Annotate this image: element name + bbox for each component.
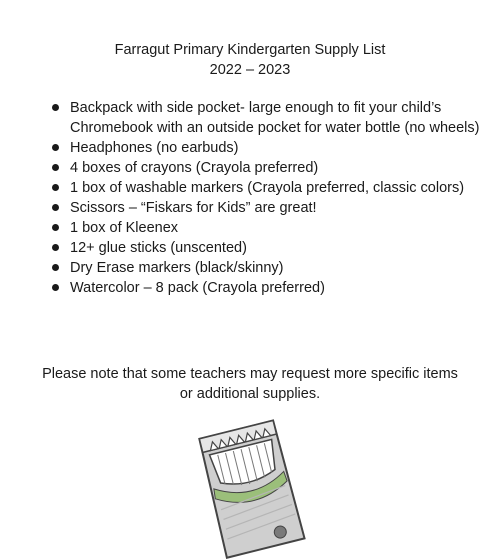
list-item-text: 1 box of washable markers (Crayola preferred, classic colors) <box>70 180 465 196</box>
list-item-text: 1 box of Kleenex <box>70 220 179 236</box>
list-item <box>52 258 482 278</box>
bullet-icon <box>52 164 59 171</box>
bullet-icon <box>52 224 59 231</box>
document-title: Farragut Primary Kindergarten Supply List <box>114 42 386 58</box>
list-item-text: 12+ glue sticks (unscented) <box>70 240 247 256</box>
list-item <box>52 138 482 158</box>
list-item-text: Headphones (no earbuds) <box>70 140 239 156</box>
list-item <box>52 178 482 198</box>
list-item <box>52 218 482 238</box>
document-year: 2022 – 2023 <box>209 62 291 78</box>
list-item <box>52 238 482 258</box>
crayon-box-icon <box>190 410 310 560</box>
bullet-icon <box>52 264 59 271</box>
list-item-text: Scissors – “Fiskars for Kids” are great! <box>70 200 317 216</box>
list-item-text: Backpack with side pocket- large enough to fit your child’s Chromebook with an outside pocket for water bottle (no wheels) <box>70 100 480 136</box>
list-item <box>52 158 482 178</box>
list-item-text: Watercolor – 8 pack (Crayola preferred) <box>70 280 325 296</box>
supply-list <box>52 98 482 298</box>
list-item-text: Dry Erase markers (black/skinny) <box>70 260 284 276</box>
footer-note: Please note that some teachers may request more specific items or additional supplies. <box>42 366 458 402</box>
bullet-icon <box>52 104 59 111</box>
list-item <box>52 98 482 138</box>
bullet-icon <box>52 144 59 151</box>
list-item <box>52 198 482 218</box>
bullet-icon <box>52 184 59 191</box>
bullet-icon <box>52 284 59 291</box>
bullet-icon <box>52 244 59 251</box>
list-item <box>52 278 482 298</box>
list-item-text: 4 boxes of crayons (Crayola preferred) <box>70 160 319 176</box>
bullet-icon <box>52 204 59 211</box>
